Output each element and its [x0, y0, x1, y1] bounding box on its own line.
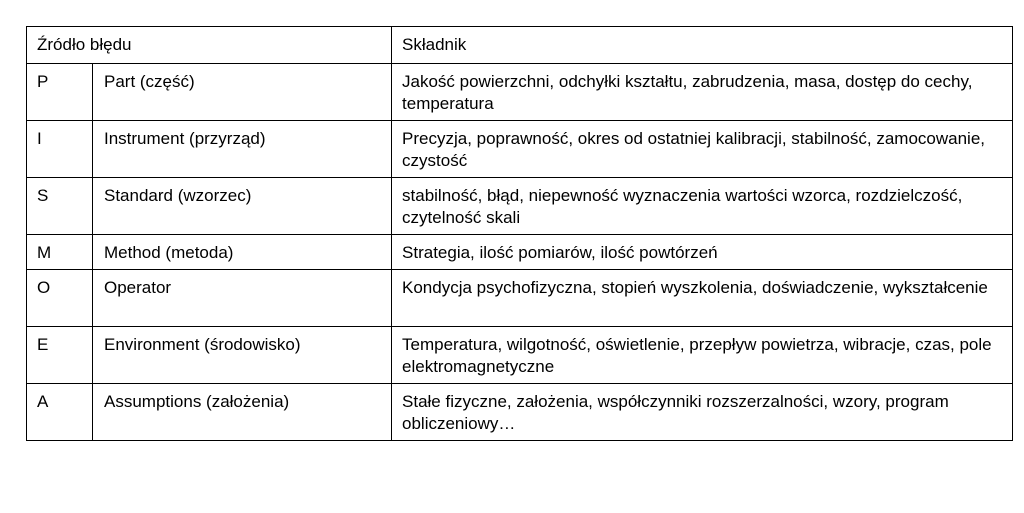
row-code: M — [27, 235, 93, 270]
header-component: Składnik — [392, 27, 1013, 64]
row-code: E — [27, 327, 93, 384]
row-code: O — [27, 270, 93, 327]
table-header-row — [27, 27, 1013, 64]
row-name: Environment (środowisko) — [93, 327, 392, 384]
error-sources-table — [26, 26, 1013, 441]
row-name: Instrument (przyrząd) — [93, 121, 392, 178]
row-component: Jakość powierzchni, odchyłki kształtu, zabrudzenia, masa, dostęp do cechy, temperatura — [392, 64, 1013, 121]
row-code: A — [27, 384, 93, 441]
table-row — [27, 178, 1013, 235]
table-row — [27, 64, 1013, 121]
table-row — [27, 327, 1013, 384]
table-row — [27, 235, 1013, 270]
row-name: Part (część) — [93, 64, 392, 121]
row-component: stabilność, błąd, niepewność wyznaczenia wartości wzorca, rozdzielczość, czytelność skali — [392, 178, 1013, 235]
table-row — [27, 270, 1013, 327]
row-component: Kondycja psychofizyczna, stopień wyszkolenia, doświadczenie, wykształcenie — [392, 270, 1013, 327]
row-code: S — [27, 178, 93, 235]
row-name: Standard (wzorzec) — [93, 178, 392, 235]
table-row — [27, 121, 1013, 178]
row-component: Precyzja, poprawność, okres od ostatniej kalibracji, stabilność, zamocowanie, czystość — [392, 121, 1013, 178]
table-row — [27, 384, 1013, 441]
header-error-source: Źródło błędu — [27, 27, 392, 64]
row-name: Assumptions (założenia) — [93, 384, 392, 441]
row-name: Operator — [93, 270, 392, 327]
row-code: I — [27, 121, 93, 178]
row-name: Method (metoda) — [93, 235, 392, 270]
row-component: Strategia, ilość pomiarów, ilość powtórzeń — [392, 235, 1013, 270]
row-component: Stałe fizyczne, założenia, współczynniki rozszerzalności, wzory, program obliczeniowy… — [392, 384, 1013, 441]
row-component: Temperatura, wilgotność, oświetlenie, przepływ powietrza, wibracje, czas, pole elektromagnetyczne — [392, 327, 1013, 384]
row-code: P — [27, 64, 93, 121]
